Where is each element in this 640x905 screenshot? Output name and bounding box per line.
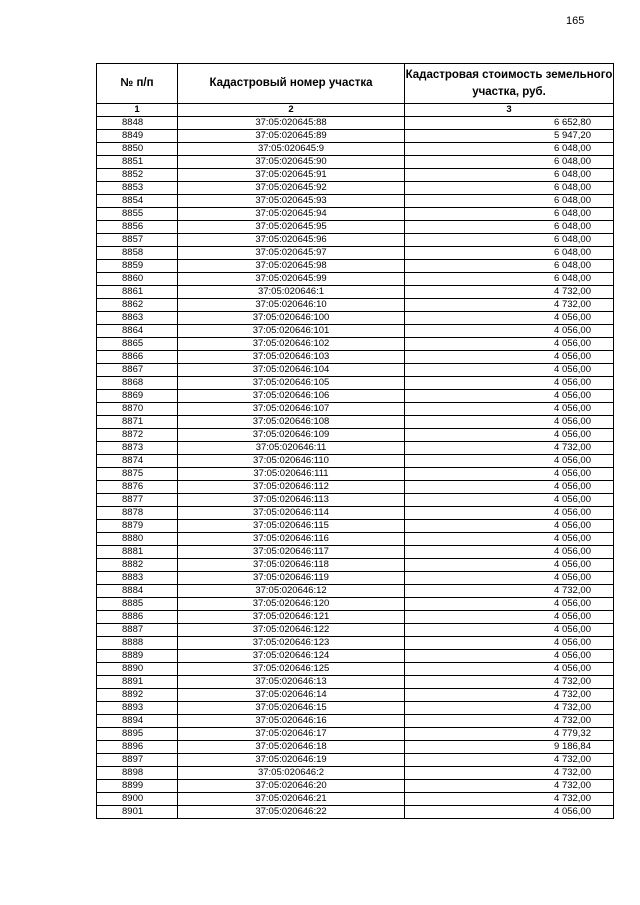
cadastral-value-cell: 6 652,80 bbox=[405, 117, 614, 130]
cadastral-number-cell: 37:05:020646:21 bbox=[178, 793, 405, 806]
table-row bbox=[97, 364, 614, 377]
cadastral-number-cell: 37:05:020646:101 bbox=[178, 325, 405, 338]
cadastral-value-cell: 4 056,00 bbox=[405, 559, 614, 572]
table-row bbox=[97, 559, 614, 572]
row-number-cell: 8883 bbox=[97, 572, 178, 585]
table-row bbox=[97, 377, 614, 390]
cadastral-value-cell: 9 186,84 bbox=[405, 741, 614, 754]
cadastral-value-cell: 4 056,00 bbox=[405, 364, 614, 377]
cadastral-number-cell: 37:05:020646:102 bbox=[178, 338, 405, 351]
table-row bbox=[97, 312, 614, 325]
table-row bbox=[97, 611, 614, 624]
cadastral-number-cell: 37:05:020645:9 bbox=[178, 143, 405, 156]
row-number-cell: 8879 bbox=[97, 520, 178, 533]
table-row bbox=[97, 806, 614, 819]
column-number: 3 bbox=[405, 104, 614, 117]
cadastral-value-cell: 4 056,00 bbox=[405, 416, 614, 429]
row-number-cell: 8899 bbox=[97, 780, 178, 793]
cadastral-number-cell: 37:05:020646:113 bbox=[178, 494, 405, 507]
row-number-cell: 8888 bbox=[97, 637, 178, 650]
row-number-cell: 8898 bbox=[97, 767, 178, 780]
cadastral-number-cell: 37:05:020646:106 bbox=[178, 390, 405, 403]
table-row bbox=[97, 130, 614, 143]
cadastral-number-cell: 37:05:020645:98 bbox=[178, 260, 405, 273]
table-row bbox=[97, 494, 614, 507]
cadastral-number-cell: 37:05:020646:119 bbox=[178, 572, 405, 585]
table-row bbox=[97, 650, 614, 663]
cadastral-value-cell: 4 056,00 bbox=[405, 455, 614, 468]
row-number-cell: 8884 bbox=[97, 585, 178, 598]
cadastral-value-cell: 4 056,00 bbox=[405, 507, 614, 520]
table-row bbox=[97, 754, 614, 767]
row-number-cell: 8871 bbox=[97, 416, 178, 429]
table-row bbox=[97, 182, 614, 195]
cadastral-number-cell: 37:05:020646:107 bbox=[178, 403, 405, 416]
cadastral-value-cell: 4 732,00 bbox=[405, 793, 614, 806]
row-number-cell: 8854 bbox=[97, 195, 178, 208]
cadastral-number-cell: 37:05:020646:124 bbox=[178, 650, 405, 663]
cadastral-value-cell: 4 732,00 bbox=[405, 286, 614, 299]
row-number-cell: 8889 bbox=[97, 650, 178, 663]
cadastral-value-cell: 6 048,00 bbox=[405, 169, 614, 182]
header-cadastral-number: Кадастровый номер участка bbox=[178, 64, 405, 104]
row-number-cell: 8896 bbox=[97, 741, 178, 754]
cadastral-value-cell: 4 056,00 bbox=[405, 637, 614, 650]
row-number-cell: 8860 bbox=[97, 273, 178, 286]
cadastral-number-cell: 37:05:020646:121 bbox=[178, 611, 405, 624]
cadastral-value-cell: 4 056,00 bbox=[405, 351, 614, 364]
table-row bbox=[97, 390, 614, 403]
cadastral-value-cell: 6 048,00 bbox=[405, 221, 614, 234]
cadastral-value-cell: 6 048,00 bbox=[405, 208, 614, 221]
row-number-cell: 8885 bbox=[97, 598, 178, 611]
cadastral-number-cell: 37:05:020646:16 bbox=[178, 715, 405, 728]
cadastral-number-cell: 37:05:020646:108 bbox=[178, 416, 405, 429]
table-row bbox=[97, 546, 614, 559]
row-number-cell: 8864 bbox=[97, 325, 178, 338]
cadastral-value-cell: 4 056,00 bbox=[405, 650, 614, 663]
cadastral-number-cell: 37:05:020645:96 bbox=[178, 234, 405, 247]
table-row bbox=[97, 260, 614, 273]
table-row bbox=[97, 429, 614, 442]
cadastral-value-cell: 4 732,00 bbox=[405, 767, 614, 780]
row-number-cell: 8886 bbox=[97, 611, 178, 624]
table-row bbox=[97, 299, 614, 312]
cadastral-value-cell: 4 732,00 bbox=[405, 780, 614, 793]
cadastral-number-cell: 37:05:020645:94 bbox=[178, 208, 405, 221]
table-row bbox=[97, 221, 614, 234]
cadastral-value-cell: 6 048,00 bbox=[405, 182, 614, 195]
table-row bbox=[97, 507, 614, 520]
table-row bbox=[97, 169, 614, 182]
row-number-cell: 8849 bbox=[97, 130, 178, 143]
table-row bbox=[97, 598, 614, 611]
column-number: 1 bbox=[97, 104, 178, 117]
table-row bbox=[97, 728, 614, 741]
header-cadastral-value: Кадастровая стоимость земельного участка, руб. bbox=[405, 64, 614, 104]
row-number-cell: 8865 bbox=[97, 338, 178, 351]
row-number-cell: 8894 bbox=[97, 715, 178, 728]
row-number-cell: 8897 bbox=[97, 754, 178, 767]
table-row bbox=[97, 442, 614, 455]
cadastral-value-cell: 4 732,00 bbox=[405, 702, 614, 715]
cadastral-number-cell: 37:05:020645:97 bbox=[178, 247, 405, 260]
row-number-cell: 8872 bbox=[97, 429, 178, 442]
cadastral-number-cell: 37:05:020646:117 bbox=[178, 546, 405, 559]
column-number: 2 bbox=[178, 104, 405, 117]
row-number-cell: 8850 bbox=[97, 143, 178, 156]
cadastral-value-cell: 4 056,00 bbox=[405, 403, 614, 416]
table-row bbox=[97, 156, 614, 169]
cadastral-number-cell: 37:05:020646:110 bbox=[178, 455, 405, 468]
cadastral-number-cell: 37:05:020645:89 bbox=[178, 130, 405, 143]
cadastral-number-cell: 37:05:020645:90 bbox=[178, 156, 405, 169]
cadastral-value-cell: 4 056,00 bbox=[405, 481, 614, 494]
row-number-cell: 8857 bbox=[97, 234, 178, 247]
cadastral-value-cell: 6 048,00 bbox=[405, 156, 614, 169]
row-number-cell: 8901 bbox=[97, 806, 178, 819]
cadastral-value-cell: 4 056,00 bbox=[405, 325, 614, 338]
cadastral-number-cell: 37:05:020646:22 bbox=[178, 806, 405, 819]
cadastral-number-cell: 37:05:020646:10 bbox=[178, 299, 405, 312]
cadastral-number-cell: 37:05:020646:116 bbox=[178, 533, 405, 546]
cadastral-number-cell: 37:05:020646:105 bbox=[178, 377, 405, 390]
row-number-cell: 8882 bbox=[97, 559, 178, 572]
cadastral-value-cell: 4 056,00 bbox=[405, 598, 614, 611]
row-number-cell: 8876 bbox=[97, 481, 178, 494]
table-row bbox=[97, 572, 614, 585]
cadastral-value-cell: 4 732,00 bbox=[405, 676, 614, 689]
cadastral-number-cell: 37:05:020646:114 bbox=[178, 507, 405, 520]
table-row bbox=[97, 195, 614, 208]
row-number-cell: 8892 bbox=[97, 689, 178, 702]
cadastral-value-cell: 4 732,00 bbox=[405, 754, 614, 767]
table-row bbox=[97, 780, 614, 793]
row-number-cell: 8858 bbox=[97, 247, 178, 260]
cadastral-number-cell: 37:05:020646:109 bbox=[178, 429, 405, 442]
cadastral-number-cell: 37:05:020645:88 bbox=[178, 117, 405, 130]
cadastral-value-cell: 4 779,32 bbox=[405, 728, 614, 741]
row-number-cell: 8861 bbox=[97, 286, 178, 299]
cadastral-number-cell: 37:05:020646:120 bbox=[178, 598, 405, 611]
row-number-cell: 8848 bbox=[97, 117, 178, 130]
table-row bbox=[97, 481, 614, 494]
cadastral-number-cell: 37:05:020645:92 bbox=[178, 182, 405, 195]
table-row bbox=[97, 325, 614, 338]
row-number-cell: 8880 bbox=[97, 533, 178, 546]
table-row bbox=[97, 208, 614, 221]
row-number-cell: 8887 bbox=[97, 624, 178, 637]
cadastral-table bbox=[96, 63, 614, 819]
cadastral-number-cell: 37:05:020646:12 bbox=[178, 585, 405, 598]
cadastral-number-cell: 37:05:020646:122 bbox=[178, 624, 405, 637]
cadastral-value-cell: 4 732,00 bbox=[405, 715, 614, 728]
cadastral-value-cell: 4 056,00 bbox=[405, 611, 614, 624]
column-number-row bbox=[97, 104, 614, 117]
cadastral-value-cell: 4 056,00 bbox=[405, 663, 614, 676]
cadastral-value-cell: 4 056,00 bbox=[405, 377, 614, 390]
header-row-number: № п/п bbox=[97, 64, 178, 104]
cadastral-value-cell: 4 732,00 bbox=[405, 299, 614, 312]
table-row bbox=[97, 403, 614, 416]
cadastral-value-cell: 4 056,00 bbox=[405, 390, 614, 403]
cadastral-number-cell: 37:05:020646:103 bbox=[178, 351, 405, 364]
cadastral-value-cell: 6 048,00 bbox=[405, 273, 614, 286]
cadastral-number-cell: 37:05:020646:112 bbox=[178, 481, 405, 494]
cadastral-value-cell: 5 947,20 bbox=[405, 130, 614, 143]
row-number-cell: 8873 bbox=[97, 442, 178, 455]
page-number: 165 bbox=[566, 15, 585, 27]
row-number-cell: 8863 bbox=[97, 312, 178, 325]
cadastral-value-cell: 6 048,00 bbox=[405, 260, 614, 273]
cadastral-number-cell: 37:05:020646:19 bbox=[178, 754, 405, 767]
row-number-cell: 8878 bbox=[97, 507, 178, 520]
header-row bbox=[97, 64, 614, 104]
table-row bbox=[97, 663, 614, 676]
row-number-cell: 8881 bbox=[97, 546, 178, 559]
cadastral-number-cell: 37:05:020645:91 bbox=[178, 169, 405, 182]
row-number-cell: 8851 bbox=[97, 156, 178, 169]
row-number-cell: 8868 bbox=[97, 377, 178, 390]
cadastral-value-cell: 6 048,00 bbox=[405, 234, 614, 247]
cadastral-value-cell: 4 056,00 bbox=[405, 338, 614, 351]
cadastral-number-cell: 37:05:020646:2 bbox=[178, 767, 405, 780]
cadastral-number-cell: 37:05:020646:13 bbox=[178, 676, 405, 689]
cadastral-number-cell: 37:05:020646:15 bbox=[178, 702, 405, 715]
row-number-cell: 8856 bbox=[97, 221, 178, 234]
cadastral-value-cell: 4 056,00 bbox=[405, 494, 614, 507]
row-number-cell: 8862 bbox=[97, 299, 178, 312]
row-number-cell: 8867 bbox=[97, 364, 178, 377]
table-row bbox=[97, 416, 614, 429]
cadastral-number-cell: 37:05:020646:18 bbox=[178, 741, 405, 754]
row-number-cell: 8890 bbox=[97, 663, 178, 676]
cadastral-value-cell: 4 732,00 bbox=[405, 442, 614, 455]
cadastral-value-cell: 4 056,00 bbox=[405, 312, 614, 325]
table-row bbox=[97, 624, 614, 637]
row-number-cell: 8893 bbox=[97, 702, 178, 715]
cadastral-value-cell: 6 048,00 bbox=[405, 143, 614, 156]
table-row bbox=[97, 468, 614, 481]
table-row bbox=[97, 702, 614, 715]
table-row bbox=[97, 715, 614, 728]
table-row bbox=[97, 273, 614, 286]
row-number-cell: 8859 bbox=[97, 260, 178, 273]
cadastral-value-cell: 4 056,00 bbox=[405, 546, 614, 559]
row-number-cell: 8853 bbox=[97, 182, 178, 195]
cadastral-number-cell: 37:05:020646:104 bbox=[178, 364, 405, 377]
cadastral-value-cell: 4 056,00 bbox=[405, 572, 614, 585]
table-row bbox=[97, 533, 614, 546]
cadastral-number-cell: 37:05:020646:118 bbox=[178, 559, 405, 572]
cadastral-value-cell: 6 048,00 bbox=[405, 247, 614, 260]
row-number-cell: 8855 bbox=[97, 208, 178, 221]
row-number-cell: 8875 bbox=[97, 468, 178, 481]
cadastral-value-cell: 4 732,00 bbox=[405, 689, 614, 702]
table-row bbox=[97, 585, 614, 598]
table-row bbox=[97, 689, 614, 702]
row-number-cell: 8900 bbox=[97, 793, 178, 806]
row-number-cell: 8874 bbox=[97, 455, 178, 468]
cadastral-value-cell: 6 048,00 bbox=[405, 195, 614, 208]
cadastral-number-cell: 37:05:020645:95 bbox=[178, 221, 405, 234]
cadastral-value-cell: 4 056,00 bbox=[405, 429, 614, 442]
table-row bbox=[97, 676, 614, 689]
cadastral-number-cell: 37:05:020646:125 bbox=[178, 663, 405, 676]
table-row bbox=[97, 351, 614, 364]
table-row bbox=[97, 767, 614, 780]
cadastral-value-cell: 4 056,00 bbox=[405, 624, 614, 637]
row-number-cell: 8870 bbox=[97, 403, 178, 416]
row-number-cell: 8852 bbox=[97, 169, 178, 182]
cadastral-value-cell: 4 732,00 bbox=[405, 585, 614, 598]
table-row bbox=[97, 143, 614, 156]
table-row bbox=[97, 338, 614, 351]
cadastral-number-cell: 37:05:020646:14 bbox=[178, 689, 405, 702]
table-row bbox=[97, 741, 614, 754]
row-number-cell: 8877 bbox=[97, 494, 178, 507]
row-number-cell: 8891 bbox=[97, 676, 178, 689]
cadastral-number-cell: 37:05:020646:1 bbox=[178, 286, 405, 299]
cadastral-number-cell: 37:05:020646:20 bbox=[178, 780, 405, 793]
table-row bbox=[97, 637, 614, 650]
table-row bbox=[97, 117, 614, 130]
cadastral-number-cell: 37:05:020646:123 bbox=[178, 637, 405, 650]
cadastral-number-cell: 37:05:020645:99 bbox=[178, 273, 405, 286]
row-number-cell: 8866 bbox=[97, 351, 178, 364]
cadastral-value-cell: 4 056,00 bbox=[405, 468, 614, 481]
cadastral-number-cell: 37:05:020646:111 bbox=[178, 468, 405, 481]
table-row bbox=[97, 247, 614, 260]
row-number-cell: 8895 bbox=[97, 728, 178, 741]
cadastral-number-cell: 37:05:020646:115 bbox=[178, 520, 405, 533]
cadastral-number-cell: 37:05:020645:93 bbox=[178, 195, 405, 208]
cadastral-value-cell: 4 056,00 bbox=[405, 806, 614, 819]
cadastral-number-cell: 37:05:020646:11 bbox=[178, 442, 405, 455]
cadastral-value-cell: 4 056,00 bbox=[405, 533, 614, 546]
cadastral-number-cell: 37:05:020646:17 bbox=[178, 728, 405, 741]
table-row bbox=[97, 520, 614, 533]
table-row bbox=[97, 286, 614, 299]
table-row bbox=[97, 793, 614, 806]
cadastral-number-cell: 37:05:020646:100 bbox=[178, 312, 405, 325]
cadastral-value-cell: 4 056,00 bbox=[405, 520, 614, 533]
table-row bbox=[97, 234, 614, 247]
table-row bbox=[97, 455, 614, 468]
row-number-cell: 8869 bbox=[97, 390, 178, 403]
table-body bbox=[97, 117, 614, 819]
